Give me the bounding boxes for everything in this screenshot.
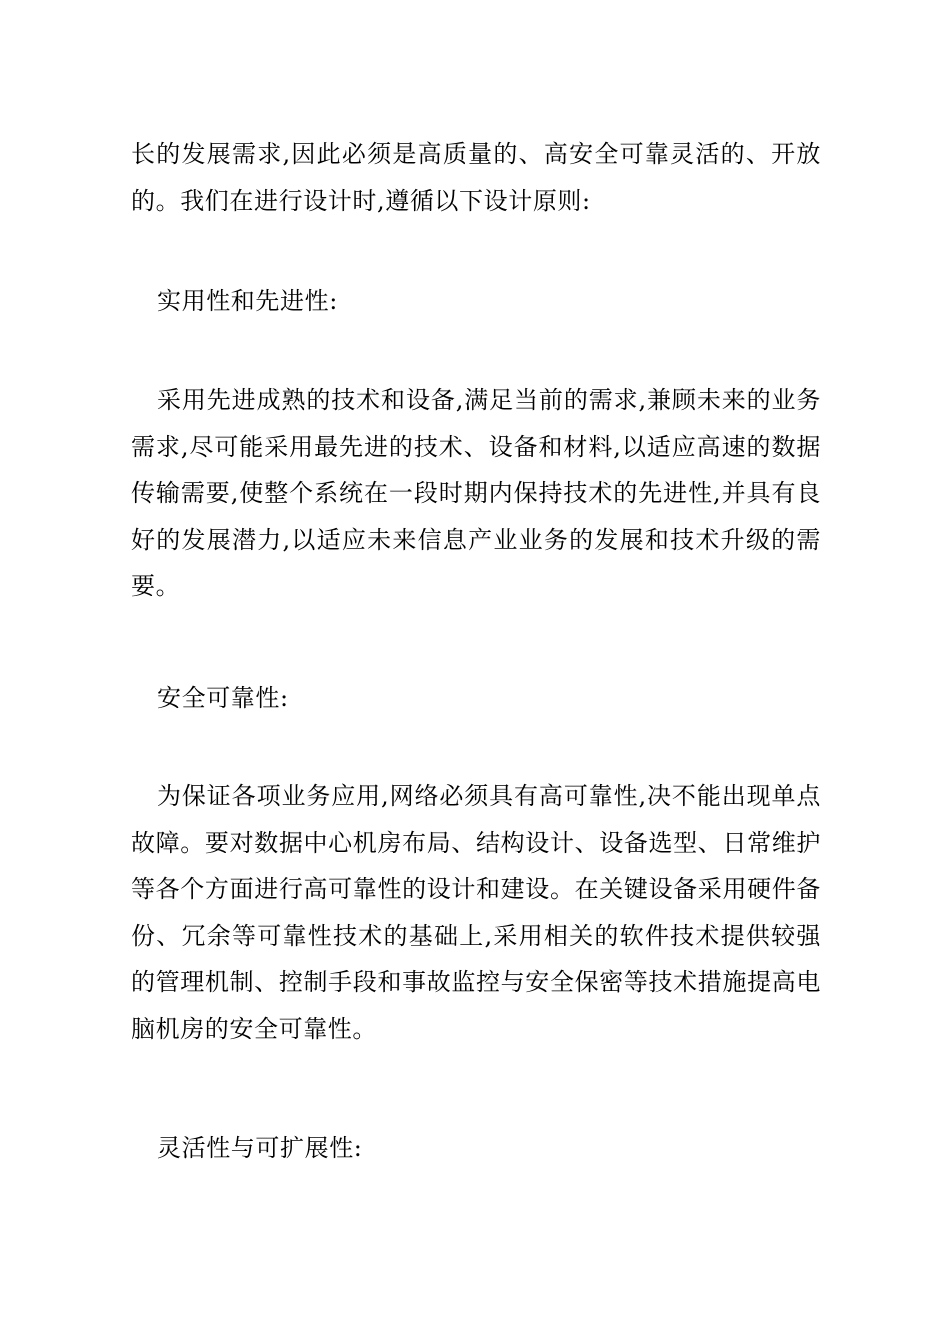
section-heading-flexibility: 灵活性与可扩展性: <box>157 1134 363 1162</box>
section-body-reliability: 为保证各项业务应用,网络必须具有高可靠性,决不能出现单点故障。要对数据中心机房布局、结构设计、设备选型、日常维护等各个方面进行高可靠性的设计和建设。在关键设备采用硬件备份、冗余等可靠性技术的基础上,采用相关的软件技术提供较强的管理机制、控制手段和事故监控与安全保密等技术措施提高电脑机房的安全可靠性。 <box>131 782 821 1043</box>
section-heading-practicality: 实用性和先进性: <box>157 287 338 315</box>
document-page <box>131 0 821 1344</box>
section-body-practicality: 采用先进成熟的技术和设备,满足当前的需求,兼顾未来的业务需求,尽可能采用最先进的技术、设备和材料,以适应高速的数据传输需要,使整个系统在一段时期内保持技术的先进性,并具有良好的发展潜力,以适应未来信息产业业务的发展和技术升级的需要。 <box>131 386 821 600</box>
section-heading-reliability: 安全可靠性: <box>157 684 289 712</box>
intro-paragraph: 长的发展需求,因此必须是高质量的、高安全可靠灵活的、开放的。我们在进行设计时,遵循以下设计原则: <box>131 140 821 215</box>
